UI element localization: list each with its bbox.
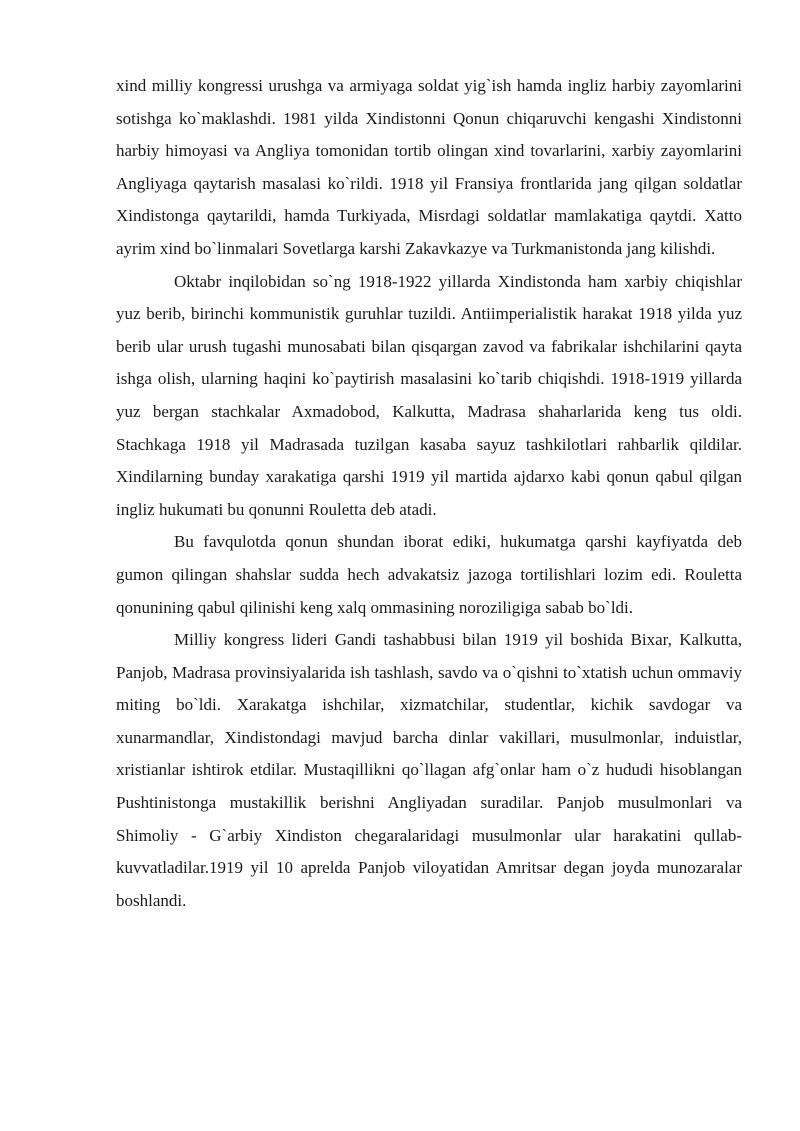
paragraph: Bu favqulotda qonun shundan iborat ediki, hukumatga qarshi kayfiyatda deb gumon qilingan shahslar sudda hech advakatsiz jazoga tortilishlari lozim edi. Rouletta qonunining qabul qilinishi keng xalq ommasining noroziligiga sabab bo`ldi. bbox=[116, 532, 742, 617]
document-page bbox=[116, 70, 742, 917]
paragraph: xind milliy kongressi urushga va armiyaga soldat yig`ish hamda ingliz harbiy zayomlarini sotishga ko`maklashdi. 1981 yilda Xindistonni Qonun chiqaruvchi kengashi Xindistonni harbiy himoyasi va Angliya tomonidan tortib olingan xind tovarlarini, xarbiy zayomlarini Angliyaga qaytarish masalasi ko`rildi. 1918 yil Fransiya frontlarida jang qilgan soldatlar Xindistonga qaytarildi, hamda Turkiyada, Misrdagi soldatlar mamlakatiga qaytdi. Xatto ayrim xind bo`linmalari Sovetlarga karshi Zakavkazye va Turkmanistonda jang kilishdi. bbox=[116, 76, 742, 258]
paragraph: Milliy kongress lideri Gandi tashabbusi bilan 1919 yil boshida Bixar, Kalkutta, Panjob, Madrasa provinsiyalarida ish tashlash, savdo va o`qishni to`xtatish uchun ommaviy miting bo`ldi. Xarakatga ishchilar, xizmatchilar, studentlar, kichik savdogar va xunarmandlar, Xindistondagi mavjud barcha dinlar vakillari, musulmonlar, induistlar, xristianlar ishtirok etdilar. Mustaqillikni qo`llagan afg`onlar ham o`z hududi hisoblangan Pushtinistonga mustakillik berishni Angliyadan suradilar. Panjob musulmonlari va Shimoliy - G`arbiy Xindiston chegaralaridagi musulmonlar ular harakatini qullab-kuvvatladilar.1919 yil 10 aprelda Panjob viloyatidan Amritsar degan joyda munozaralar boshlandi. bbox=[116, 630, 742, 910]
paragraph: Oktabr inqilobidan so`ng 1918-1922 yillarda Xindistonda ham xarbiy chiqishlar yuz berib, birinchi kommunistik guruhlar tuzildi. Antiimperialistik harakat 1918 yilda yuz berib ular urush tugashi munosabati bilan qisqargan zavod va fabrikalar ishchilarini qayta ishga olish, ularning haqini ko`paytirish masalasini ko`tarib chiqishdi. 1918-1919 yillarda yuz bergan stachkalar Axmadobod, Kalkutta, Madrasa shaharlarida keng tus oldi. Stachkaga 1918 yil Madrasada tuzilgan kasaba sayuz tashkilotlari rahbarlik qildilar. Xindilarning bunday xarakatiga qarshi 1919 yil martida ajdarxo kabi qonun qabul qilgan ingliz hukumati bu qonunni Rouletta deb atadi. bbox=[116, 271, 742, 519]
